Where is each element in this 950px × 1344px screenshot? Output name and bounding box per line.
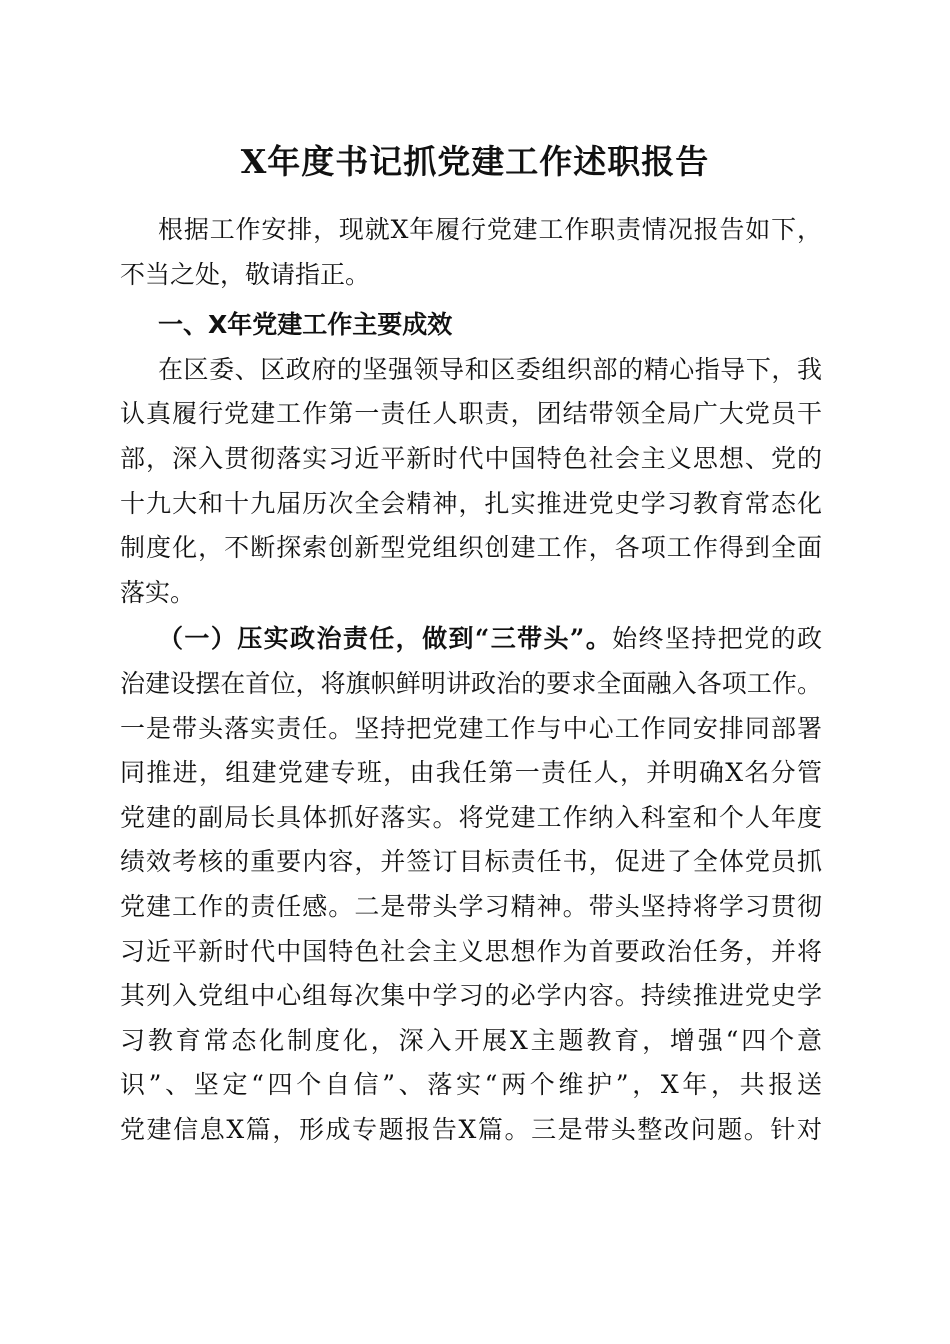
text-line: 不当之处，敬请指正。: [120, 259, 371, 289]
text-run: 始终坚持把党的政: [612, 624, 822, 654]
text-line: 党建信息X篇，形成专题报告X篇。三是带头整改问题。针对: [120, 1114, 822, 1144]
text-line: 一是带头落实责任。坚持把党建工作与中心工作同安排同部署: [120, 713, 822, 743]
document-body: [120, 208, 822, 1152]
text-line: 绩效考核的重要内容，并签订目标责任书，促进了全体党员抓: [120, 847, 822, 877]
text-line: 认真履行党建工作第一责任人职责，团结带领全局广大党员干: [120, 399, 822, 429]
text-line: 在区委、区政府的坚强领导和区委组织部的精心指导下，我: [158, 354, 822, 384]
text-line: 习近平新时代中国特色社会主义思想作为首要政治任务，并将: [120, 936, 822, 966]
text-line: 十九大和十九届历次全会精神，扎实推进党史学习教育常态化: [120, 488, 822, 518]
subsection-heading: （一）压实政治责任，做到“三带头”。: [158, 624, 613, 654]
text-line: 其列入党组中心组每次集中学习的必学内容。持续推进党史学: [120, 981, 822, 1011]
section-heading: 一、X年党建工作主要成效: [158, 310, 453, 340]
document-title: X年度书记抓党建工作述职报告: [240, 142, 710, 181]
text-line: 部，深入贯彻落实习近平新时代中国特色社会主义思想、党的: [120, 443, 822, 473]
text-line: 党建工作的责任感。二是带头学习精神。带头坚持将学习贯彻: [120, 891, 822, 921]
text-line: 制度化，不断探索创新型党组织创建工作，各项工作得到全面: [120, 533, 822, 563]
text-line: [120, 617, 822, 662]
text-line: 习教育常态化制度化，深入开展X主题教育，增强“四个意: [120, 1025, 822, 1055]
text-line: 识”、坚定“四个自信”、落实“两个维护”，X年，共报送: [120, 1070, 822, 1100]
text-line: 党建的副局长具体抓好落实。将党建工作纳入科室和个人年度: [120, 802, 822, 832]
text-line: 落实。: [120, 577, 196, 607]
text-line: 根据工作安排，现就X年履行党建工作职责情况报告如下，: [158, 215, 822, 244]
text-line: 治建设摆在首位，将旗帜鲜明讲政治的要求全面融入各项工作。: [120, 668, 822, 698]
text-line: 同推进，组建党建专班，由我任第一责任人，并明确X名分管: [120, 758, 822, 788]
